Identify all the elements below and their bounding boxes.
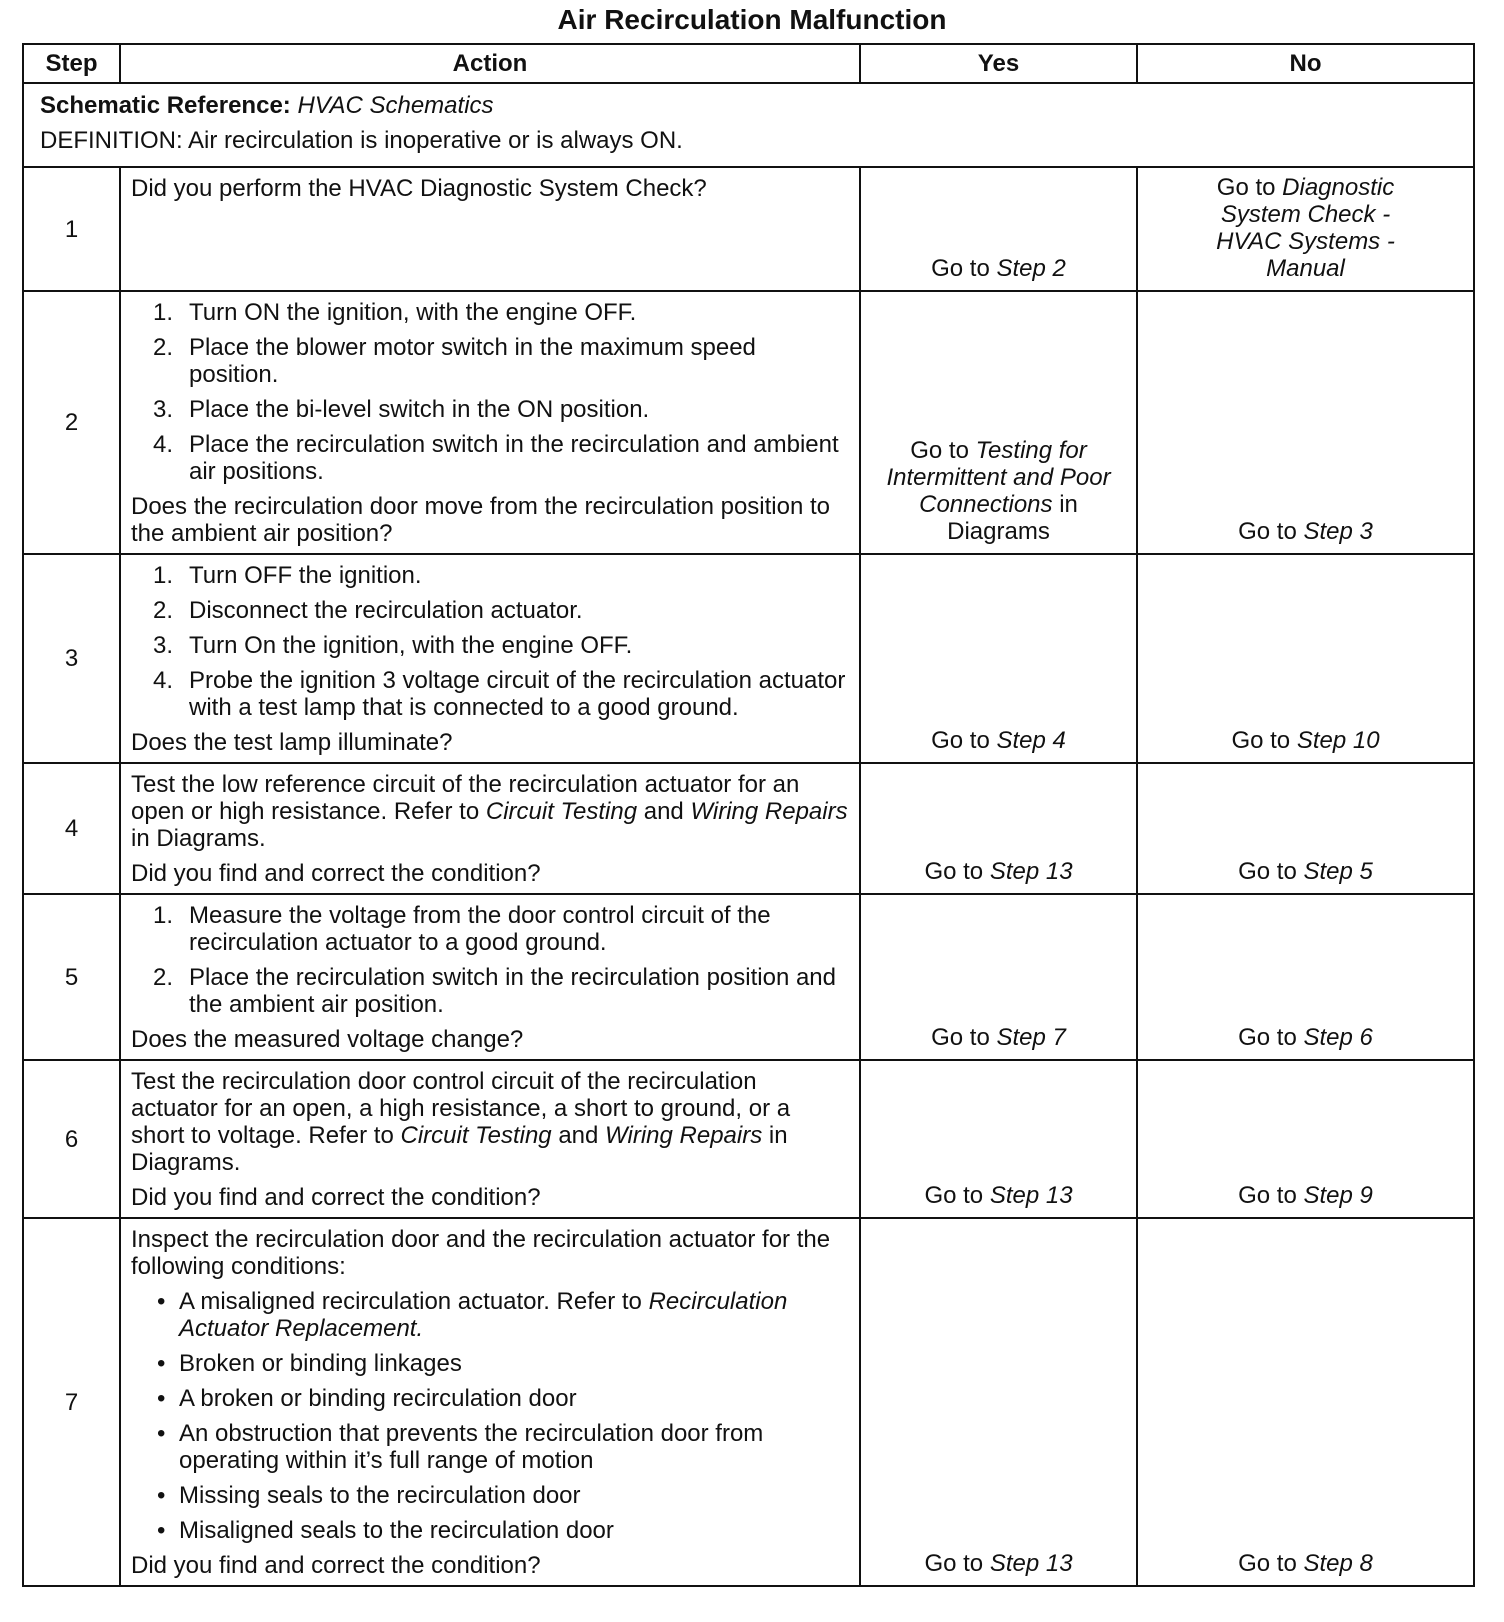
yes-link: Step 13 bbox=[989, 858, 1073, 885]
step-action bbox=[120, 554, 860, 763]
step-no bbox=[1137, 1060, 1474, 1218]
step-number: 4 bbox=[23, 763, 120, 894]
wiring-repairs-link: Wiring Repairs bbox=[690, 798, 848, 825]
header-row bbox=[23, 44, 1474, 83]
yes-link: Step 13 bbox=[989, 1182, 1073, 1209]
step-number: 2 bbox=[23, 291, 120, 554]
go-to-text: Go to bbox=[1238, 1182, 1297, 1209]
numbered-list bbox=[131, 902, 849, 1018]
step-instruction: Test the recirculation door control circuit of the recirculation actuator for an open, a high resistance, a short to ground, or a short to voltage. Refer to Circuit Testing and Wiring Repairs in Diagrams. bbox=[131, 1068, 791, 1176]
schematic-label: Schematic Reference: bbox=[40, 92, 291, 119]
step-question: Does the measured voltage change? bbox=[131, 1026, 524, 1053]
go-to-text: Go to bbox=[931, 255, 990, 282]
step-action bbox=[120, 894, 860, 1060]
schematic-value: HVAC Schematics bbox=[297, 92, 494, 119]
list-item: 1. Turn ON the ignition, with the engine OFF. bbox=[153, 299, 637, 326]
step-no bbox=[1137, 554, 1474, 763]
step-row-1 bbox=[23, 167, 1474, 291]
wiring-repairs-link: Wiring Repairs bbox=[605, 1122, 763, 1149]
step-action bbox=[120, 763, 860, 894]
step-instruction: Test the low reference circuit of the recirculation actuator for an open or high resistance. Refer to Circuit Testing and Wiring Repairs in Diagrams. bbox=[131, 771, 848, 852]
step-number: 1 bbox=[23, 167, 120, 291]
list-item: • A broken or binding recirculation door bbox=[157, 1385, 577, 1412]
step-yes bbox=[860, 554, 1137, 763]
step-no bbox=[1137, 291, 1474, 554]
step-question: Does the recirculation door move from the recirculation position to the ambient air position? bbox=[131, 493, 830, 547]
step-yes bbox=[860, 1060, 1137, 1218]
no-link: Step 9 bbox=[1303, 1182, 1373, 1209]
info-row bbox=[23, 83, 1474, 167]
recirculation-actuator-replacement-link: Recirculation Actuator Replacement. bbox=[179, 1288, 788, 1342]
no-link: Step 3 bbox=[1303, 518, 1373, 545]
no-link-line: System Check - bbox=[1220, 201, 1391, 228]
go-to-text: Go to bbox=[1238, 518, 1297, 545]
list-item: 3. Turn On the ignition, with the engine OFF. bbox=[153, 632, 633, 659]
go-to-text: Go to bbox=[1238, 858, 1297, 885]
no-link-line: HVAC Systems - bbox=[1216, 228, 1395, 255]
go-to-text: Go to bbox=[931, 1024, 990, 1051]
header-yes: Yes bbox=[860, 44, 1137, 83]
step-no bbox=[1137, 894, 1474, 1060]
diagnostic-table bbox=[22, 43, 1475, 1587]
yes-link: Step 13 bbox=[989, 1550, 1073, 1577]
step-yes bbox=[860, 894, 1137, 1060]
step-action bbox=[120, 291, 860, 554]
step-question: Did you find and correct the condition? bbox=[131, 1184, 541, 1211]
go-to-text: Go to bbox=[1238, 1024, 1297, 1051]
list-item: 3. Place the bi-level switch in the ON position. bbox=[153, 396, 650, 423]
go-to-text: Go to bbox=[910, 437, 969, 464]
schematic-reference bbox=[40, 92, 1457, 119]
list-item: 4. Place the recirculation switch in the recirculation and ambient air positions. bbox=[153, 431, 839, 485]
no-link: Step 6 bbox=[1303, 1024, 1373, 1051]
step-number: 6 bbox=[23, 1060, 120, 1218]
step-question: Did you find and correct the condition? bbox=[131, 1552, 541, 1579]
step-yes bbox=[860, 291, 1137, 554]
step-instruction: Inspect the recirculation door and the recirculation actuator for the following conditions: bbox=[131, 1226, 831, 1280]
step-question: Did you perform the HVAC Diagnostic System Check? bbox=[131, 175, 707, 202]
step-question: Did you find and correct the condition? bbox=[131, 860, 541, 887]
numbered-list bbox=[131, 299, 849, 485]
bullet-list bbox=[131, 1288, 849, 1544]
info-cell bbox=[23, 83, 1474, 167]
step-row-4 bbox=[23, 763, 1474, 894]
yes-link: Step 7 bbox=[996, 1024, 1066, 1051]
list-item: 1. Measure the voltage from the door control circuit of the recirculation actuator to a good ground. bbox=[153, 902, 771, 956]
page-title: Air Recirculation Malfunction bbox=[557, 4, 947, 35]
step-question: Does the test lamp illuminate? bbox=[131, 729, 453, 756]
step-action bbox=[120, 1218, 860, 1586]
list-item: • Misaligned seals to the recirculation door bbox=[157, 1517, 614, 1544]
list-item: • A misaligned recirculation actuator. Refer to Recirculation Actuator Replacement. bbox=[157, 1288, 788, 1342]
go-to-text: Go to bbox=[1216, 174, 1276, 201]
header-step: Step bbox=[23, 44, 120, 83]
header-action: Action bbox=[120, 44, 860, 83]
step-row-6 bbox=[23, 1060, 1474, 1218]
list-item: 2. Disconnect the recirculation actuator. bbox=[153, 597, 583, 624]
yes-link: Step 4 bbox=[996, 727, 1066, 754]
yes-link-line: Intermittent and Poor bbox=[886, 464, 1111, 491]
step-action bbox=[120, 167, 860, 291]
header-no: No bbox=[1137, 44, 1474, 83]
no-link: Step 8 bbox=[1303, 1550, 1373, 1577]
step-no bbox=[1137, 1218, 1474, 1586]
list-item: • Missing seals to the recirculation door bbox=[157, 1482, 581, 1509]
step-row-2 bbox=[23, 291, 1474, 554]
step-row-5 bbox=[23, 894, 1474, 1060]
list-item: • Broken or binding linkages bbox=[157, 1350, 462, 1377]
yes-tail: Diagrams bbox=[947, 518, 1050, 545]
step-action bbox=[120, 1060, 860, 1218]
go-to-text: Go to bbox=[924, 858, 984, 885]
go-to-text: Go to bbox=[1238, 1550, 1297, 1577]
list-item: 2. Place the blower motor switch in the maximum speed position. bbox=[153, 334, 756, 388]
go-to-text: Go to bbox=[924, 1182, 984, 1209]
step-no bbox=[1137, 167, 1474, 291]
yes-link: Testing for bbox=[975, 437, 1087, 464]
no-link: Diagnostic bbox=[1282, 174, 1395, 201]
yes-link-line: Connections bbox=[919, 491, 1053, 518]
no-link: Step 10 bbox=[1296, 727, 1380, 754]
go-to-text: Go to bbox=[931, 727, 990, 754]
circuit-testing-link: Circuit Testing bbox=[400, 1122, 552, 1149]
definition: DEFINITION: Air recirculation is inoperative or is always ON. bbox=[40, 127, 683, 154]
yes-link: Step 2 bbox=[996, 255, 1066, 282]
list-item: 2. Place the recirculation switch in the recirculation position and the ambient air position. bbox=[153, 964, 837, 1018]
step-row-7 bbox=[23, 1218, 1474, 1586]
step-number: 7 bbox=[23, 1218, 120, 1586]
step-row-3 bbox=[23, 554, 1474, 763]
list-item: 1. Turn OFF the ignition. bbox=[153, 562, 422, 589]
list-item: • An obstruction that prevents the recirculation door from operating within it’s full range of motion bbox=[157, 1420, 764, 1474]
no-link-line: Manual bbox=[1266, 255, 1345, 282]
list-item: 4. Probe the ignition 3 voltage circuit of the recirculation actuator with a test lamp that is connected to a good ground. bbox=[153, 667, 846, 721]
go-to-text: Go to bbox=[1231, 727, 1291, 754]
no-link: Step 5 bbox=[1303, 858, 1373, 885]
in-text: in bbox=[1059, 491, 1078, 518]
step-no bbox=[1137, 763, 1474, 894]
step-yes bbox=[860, 167, 1137, 291]
step-yes bbox=[860, 1218, 1137, 1586]
go-to-text: Go to bbox=[924, 1550, 984, 1577]
circuit-testing-link: Circuit Testing bbox=[485, 798, 638, 825]
step-number: 3 bbox=[23, 554, 120, 763]
step-yes bbox=[860, 763, 1137, 894]
step-number: 5 bbox=[23, 894, 120, 1060]
numbered-list bbox=[131, 562, 849, 721]
